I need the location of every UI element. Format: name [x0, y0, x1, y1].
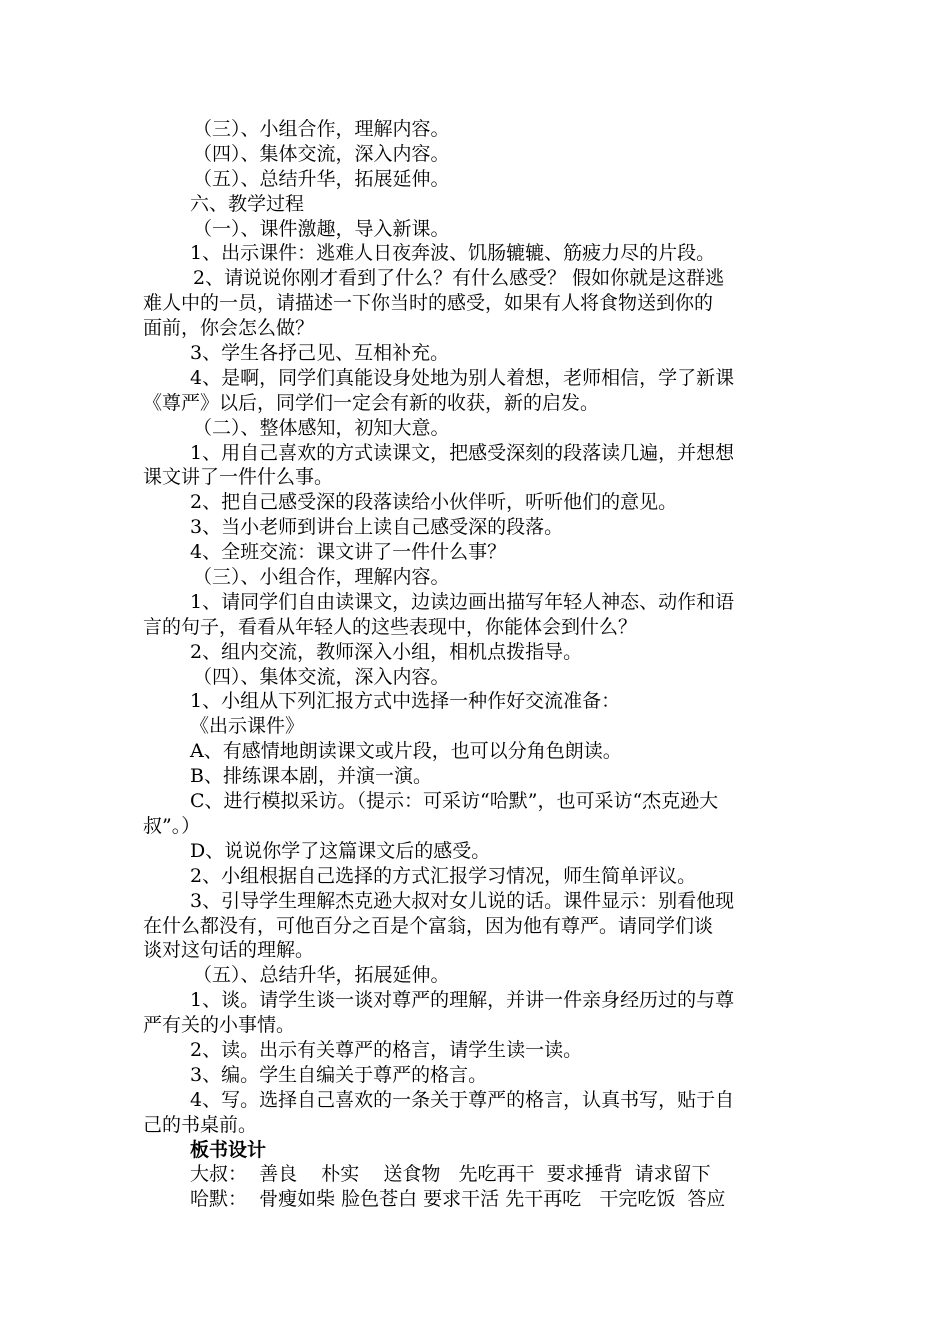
paragraph-line: 3、编。学生自编关于尊严的格言。 — [190, 1063, 488, 1086]
paragraph-line: 面前，你会怎么做？ — [143, 317, 315, 340]
paragraph-line: （五）、总结升华，拓展延伸。 — [193, 167, 450, 190]
paragraph-line: 3、当小老师到讲台上读自己感受深的段落。 — [190, 516, 564, 539]
paragraph-line: 1、出示课件：逃难人日夜奔波、饥肠辘辘、筋疲力尽的片段。 — [190, 242, 716, 265]
paragraph-line: 在什么都没有，可他百分之百是个富翁，因为他有尊严。请同学们谈 — [143, 914, 714, 937]
paragraph-line: 己的书桌前。 — [143, 1113, 258, 1136]
paragraph-line: 1、用自己喜欢的方式读课文，把感受深刻的段落读几遍，并想想 — [190, 441, 735, 464]
paragraph-line: 3、引导学生理解杰克逊大叔对女儿说的话。课件显示：别看他现 — [190, 889, 735, 912]
paragraph-line: 《出示课件》 — [190, 715, 305, 738]
paragraph-line: 4、全班交流：课文讲了一件什么事？ — [190, 541, 507, 564]
paragraph-line: 4、是啊，同学们真能设身处地为别人着想，老师相信，学了新课 — [190, 366, 735, 389]
paragraph-line: A、有感情地朗读课文或片段，也可以分角色朗读。 — [190, 740, 622, 763]
paragraph-line: D、说说你学了这篇课文后的感受。 — [190, 839, 491, 862]
paragraph-line: 1、小组从下列汇报方式中选择一种作好交流准备： — [190, 690, 621, 713]
paragraph-line: 课文讲了一件什么事。 — [143, 466, 334, 489]
paragraph-line: 1、谈。请学生谈一谈对尊严的理解，并讲一件亲身经历过的与尊 — [190, 989, 735, 1012]
board-row: 大叔： 善良 朴实 送食物 先吃再干 要求捶背 请求留下 — [190, 1163, 711, 1186]
paragraph-line: （三）、小组合作，理解内容。 — [193, 566, 450, 589]
paragraph-line: 4、写。选择自己喜欢的一条关于尊严的格言，认真书写，贴于自 — [190, 1088, 735, 1111]
paragraph-line: 严有关的小事情。 — [143, 1014, 296, 1037]
paragraph-line: B、排练课本剧，并演一演。 — [190, 765, 432, 788]
paragraph-line: （一）、课件激趣，导入新课。 — [193, 217, 450, 240]
paragraph-line: C、进行模拟采访。（提示：可采访“哈默”，也可采访“杰克逊大 — [190, 790, 719, 813]
paragraph-line: （三）、小组合作，理解内容。 — [193, 118, 450, 140]
document-body — [143, 117, 811, 1212]
paragraph-line: （四）、集体交流，深入内容。 — [193, 665, 450, 688]
paragraph-line: （二）、整体感知，初知大意。 — [193, 416, 450, 439]
paragraph-line: 2、读。出示有关尊严的格言，请学生读一读。 — [190, 1038, 583, 1061]
board-row: 哈默： 骨瘦如柴 脸色苍白 要求干活 先干再吃 干完吃饭 答应 — [190, 1188, 726, 1211]
paragraph-line: （五）、总结升华，拓展延伸。 — [193, 964, 450, 987]
paragraph-line: 2、小组根据自己选择的方式汇报学习情况，师生简单评议。 — [190, 864, 697, 887]
paragraph-line: 叔”。） — [143, 814, 201, 837]
paragraph-line: 2、请说说你刚才看到了什么？有什么感受？ 假如你就是这群逃 — [193, 267, 725, 290]
paragraph-line: 2、组内交流，教师深入小组，相机点拨指导。 — [190, 640, 583, 663]
paragraph-line: 言的句子，看看从年轻人的这些表现中，你能体会到什么？ — [143, 615, 638, 638]
paragraph-line: 2、把自己感受深的段落读给小伙伴听，听听他们的意见。 — [190, 491, 678, 514]
paragraph-line: 谈对这句话的理解。 — [143, 939, 315, 962]
paragraph-line: （四）、集体交流，深入内容。 — [193, 142, 450, 165]
paragraph-line: 《尊严》以后，同学们一定会有新的收获，新的启发。 — [143, 391, 600, 414]
paragraph-line: 3、学生各抒己见、互相补充。 — [190, 342, 450, 365]
paragraph-line: 难人中的一员，请描述一下你当时的感受，如果有人将食物送到你的 — [143, 292, 714, 315]
paragraph-line: 六、教学过程 — [190, 192, 305, 215]
paragraph-line: 1、请同学们自由读课文，边读边画出描写年轻人神态、动作和语 — [190, 590, 735, 613]
board-design-heading: 板书设计 — [190, 1138, 267, 1161]
